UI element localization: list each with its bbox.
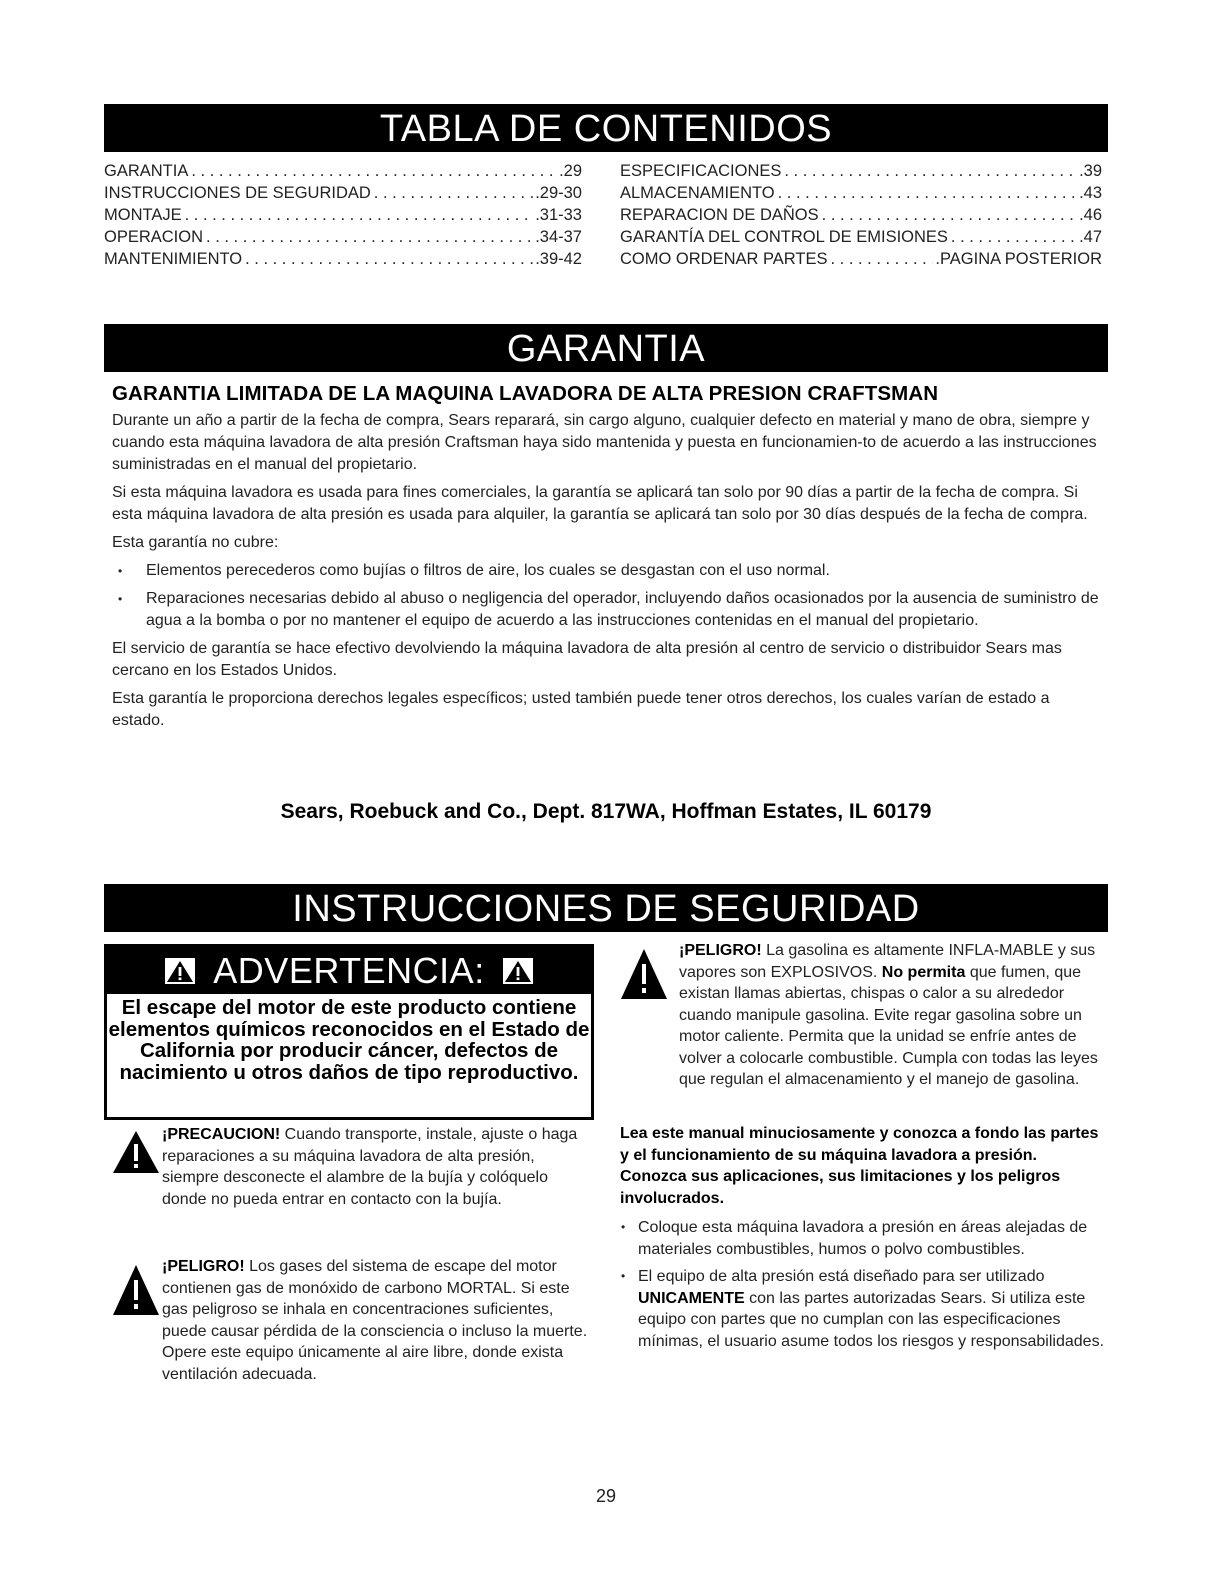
toc-entry-page: .29: [559, 162, 582, 180]
toc-entry-page: .29-30: [535, 184, 582, 202]
peligro-gasolina-body: La gasolina es altamente INFLA-MABLE y sus vapores son EXPLOSIVOS.: [679, 942, 1096, 981]
warranty-banner: GARANTIA: [104, 324, 1108, 372]
list-item: • Reparaciones necesarias debido al abuso o negligencia del operador, incluyendo daños ocasionados por la ausencia de suministro de agua a la bomba o por no mantener el equipo de acuerdo a las instrucciones contenidas en el manual del propietario.: [112, 588, 1102, 632]
toc-banner: TABLA DE CONTENIDOS: [104, 104, 1108, 152]
toc-entry-page: .39-42: [535, 250, 582, 268]
warranty-exclusions-list: [112, 560, 1102, 632]
advertencia-box: [104, 944, 594, 1120]
toc-entry: [104, 204, 582, 226]
toc-entry-page: .47: [1079, 228, 1102, 246]
toc-entry: [104, 248, 582, 270]
precaucion-text: [162, 1124, 592, 1210]
peligro-label: ¡PELIGRO!: [679, 942, 762, 959]
toc-right-column: [620, 160, 1102, 270]
danger-triangle-icon: [620, 948, 668, 1000]
toc-left-column: [104, 160, 582, 270]
toc-entry-label: OPERACION: [104, 228, 204, 246]
danger-triangle-icon: [112, 1264, 160, 1316]
toc-entry-page: .34-37: [535, 228, 582, 246]
warranty-paragraph: Si esta máquina lavadora es usada para fines comerciales, la garantía se aplicará tan solo por 90 días a partir de la fecha de compra. Si esta máquina lavadora de alta presión es usada para alquiler, la garantía se aplicará tan solo por 30 días después de la fecha de compra.: [112, 484, 1088, 523]
peligro-gases-body: Los gases del sistema de escape del motor contienen gas de monóxido de carbono MORTAL. Si este gas peligroso se inhala en concentraciones suficientes, puede causar pérdida de la consciencia o incluso la muerte. Opere este equipo únicamente al aire libre, donde exista ventilación adecuada.: [162, 1258, 588, 1383]
safety-right-column: [620, 1123, 1104, 1358]
list-item: [620, 1266, 1104, 1352]
toc-entry-label: COMO ORDENAR PARTES: [620, 250, 828, 268]
peligro-gasolina-body-cont: que fumen, que existan llamas abiertas, chispas o calor a su alrededor cuando manipule gasolina. Evite regar gasolina sobre un motor caliente. Permita que la unidad se enfríe antes de volver a colocarle combustible. Cumpla con todas las leyes que regulan el almacenamiento y el manejo de gasolina.: [679, 963, 1098, 1088]
advertencia-text: El escape del motor de este producto contiene elementos químicos reconocidos en el Estado de California por producir cáncer, defectos de nacimiento u otros daños de tipo reproductivo.: [108, 996, 590, 1084]
toc-entry-page: .PAGINA POSTERIOR: [935, 250, 1102, 268]
toc-entry-label: INSTRUCCIONES DE SEGURIDAD: [104, 184, 371, 202]
toc-entry: [104, 226, 582, 248]
peligro-gasolina-block: [620, 940, 1104, 1116]
advertencia-header: [107, 947, 591, 994]
warning-triangle-icon: [503, 958, 533, 984]
peligro-gasolina-text: [679, 940, 1103, 1091]
warranty-paragraph: Esta garantía no cubre:: [112, 534, 279, 551]
toc-entry: [620, 226, 1102, 248]
warranty-paragraph: Esta garantía le proporciona derechos legales específicos; usted también puede tener otros derechos, los cuales varían de estado a estado.: [112, 690, 1050, 729]
warranty-paragraph: El servicio de garantía se hace efectivo devolviendo la máquina lavadora de alta presión al centro de servicio o distribuidor Sears mas cercano en los Estados Unidos.: [112, 640, 1062, 679]
list-item: • Elementos perecederos como bujías o filtros de aire, los cuales se desgastan con el uso normal.: [112, 560, 1102, 582]
toc-entry: [620, 204, 1102, 226]
caution-triangle-icon: [112, 1130, 160, 1174]
sears-address: Sears, Roebuck and Co., Dept. 817WA, Hoffman Estates, IL 60179: [280, 800, 932, 823]
warning-triangle-icon: [165, 958, 195, 984]
toc-entry-label: GARANTIA: [104, 162, 189, 180]
list-item-text: El equipo de alta presión está diseñado para ser utilizado: [638, 1268, 1045, 1285]
precaucion-body: Cuando transporte, instale, ajuste o haga reparaciones a su máquina lavadora de alta presión, siempre desconecte el alambre de la bujía y colóquelo donde no pueda entrar en contacto con la bujía.: [162, 1126, 578, 1208]
peligro-gases-text: [162, 1256, 592, 1385]
toc-entry-label: MONTAJE: [104, 206, 182, 224]
list-item-text: con las partes autorizadas Sears. Si utiliza este equipo con partes que no cumplan con las especificaciones mínimas, el usuario asume todos los riesgos y responsabilidades.: [638, 1289, 1105, 1350]
peligro-gasolina-emphasis: No permita: [881, 963, 966, 981]
warranty-heading: GARANTIA LIMITADA DE LA MAQUINA LAVADORA DE ALTA PRESION CRAFTSMAN: [112, 382, 939, 405]
peligro-gases-block: [112, 1256, 596, 1416]
toc-entry-label: ALMACENAMIENTO: [620, 184, 775, 202]
toc-entry: [104, 182, 582, 204]
toc-entry: [620, 182, 1102, 204]
toc-entry: [620, 160, 1102, 182]
safety-banner: INSTRUCCIONES DE SEGURIDAD: [104, 884, 1108, 932]
toc-entry-page: .39: [1079, 162, 1102, 180]
list-item-emphasis: UNICAMENTE: [638, 1289, 745, 1307]
list-item: • Coloque esta máquina lavadora a presión en áreas alejadas de materiales combustibles, humos o polvo combustibles.: [620, 1217, 1104, 1260]
precaucion-label: ¡PRECAUCION!: [162, 1126, 281, 1143]
advertencia-label: ADVERTENCIA:: [213, 949, 485, 991]
peligro-label: ¡PELIGRO!: [162, 1258, 245, 1275]
page-number: 29: [595, 1486, 617, 1506]
warranty-paragraph: Durante un año a partir de la fecha de compra, Sears reparará, sin cargo alguno, cualquier defecto en material y mano de obra, siempre y cuando esta máquina lavadora de alta presión Craftsman haya sido mantenida y puesta en funcionamien-to de acuerdo a las instrucciones suministradas en el manual del propietario.: [112, 412, 1097, 473]
warranty-body: [112, 410, 1102, 738]
toc-entry-label: ESPECIFICACIONES: [620, 162, 782, 180]
read-manual-lead: Lea este manual minuciosamente y conozca a fondo las partes y el funcionamiento de su máquina lavadora a presión. Conozca sus aplicaciones, sus limitaciones y los peligros involucrados.: [620, 1125, 1099, 1207]
toc-entry: [620, 248, 1102, 270]
toc-entry-label: REPARACION DE DAÑOS: [620, 206, 819, 224]
toc-entry-label: GARANTÍA DEL CONTROL DE EMISIONES: [620, 228, 948, 246]
safety-list: [620, 1217, 1104, 1352]
toc-entry-page: .46: [1079, 206, 1102, 224]
toc-entry: [104, 160, 582, 182]
toc-entry-page: .43: [1079, 184, 1102, 202]
toc-entry-label: MANTENIMIENTO: [104, 250, 243, 268]
toc-entry-page: .31-33: [535, 206, 582, 224]
precaucion-block: [112, 1124, 596, 1244]
